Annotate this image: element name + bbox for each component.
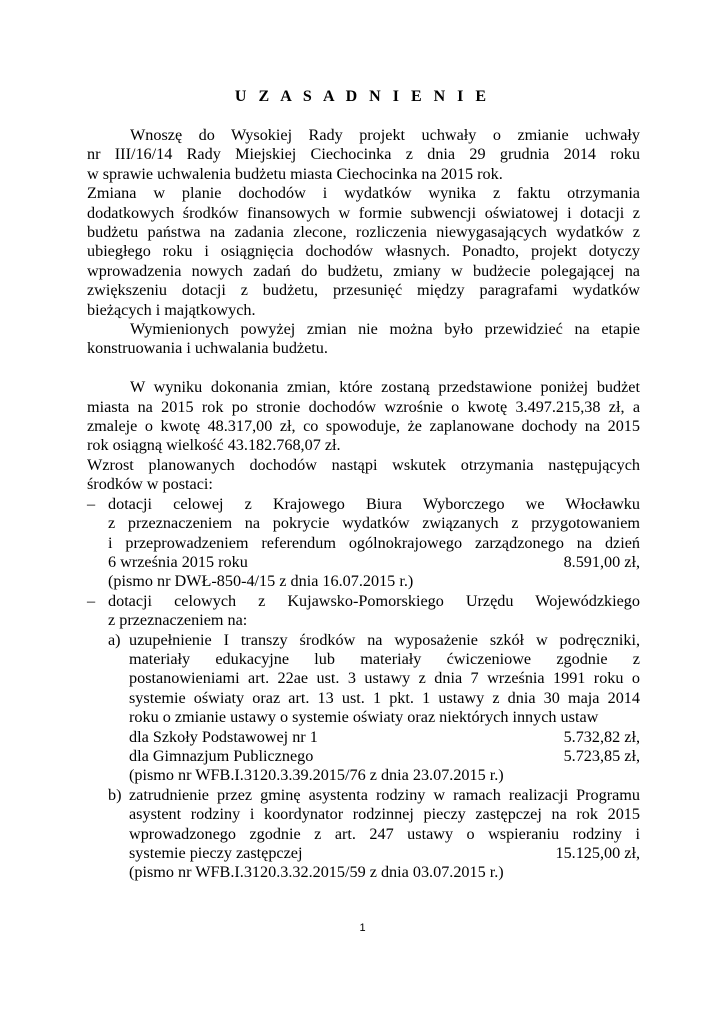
text-line: uzupełnienie I transzy środków na wyposażenie szkół w podręczniki,	[129, 630, 640, 649]
text-line: zmaleje o kwotę 48.317,00 zł, co spowoduje, że zaplanowane dochody na 2015	[87, 417, 640, 436]
amount-value: 8.591,00 zł,	[563, 552, 640, 571]
paragraph-budget-result	[87, 378, 640, 456]
text-line: nr III/16/14 Rady Miejskiej Ciechocinka z dnia 29 grudnia 2014 roku	[87, 145, 640, 164]
text-line: ubiegłego roku i osiągnięcia dochodów własnych. Ponadto, projekt dotyczy	[87, 242, 640, 261]
text-line: bieżących i majątkowych.	[87, 300, 256, 319]
text-line: wprowadzonego zgodnie z art. 247 ustawy o wspieraniu rodziny i	[129, 824, 640, 843]
amount-value: 5.723,85 zł,	[563, 746, 640, 765]
text-line: rok osiągną wielkość 43.182.768,07 zł.	[87, 436, 341, 455]
text-line: dotacji celowych z Kujawsko-Pomorskiego Urzędu Wojewódzkiego	[108, 591, 640, 610]
text-line: z przeznaczeniem na pokrycie wydatków związanych z przygotowaniem	[108, 514, 640, 533]
paragraph-intro	[87, 126, 640, 184]
document-title: U Z A S A D N I E N I E	[234, 88, 491, 105]
text-line: Zmiana w planie dochodów i wydatków wynika z faktu otrzymania	[87, 184, 640, 203]
text-line: zatrudnienie przez gminę asystenta rodziny w ramach realizacji Programu	[129, 785, 640, 804]
text-line: Wnoszę do Wysokiej Rady projekt uchwały o zmianie uchwały	[130, 126, 640, 144]
text-line: i przeprowadzeniem referendum ogólnokrajowego zarządzonego na dzień	[108, 533, 640, 552]
text-line: konstruowania i uchwalania budżetu.	[87, 339, 328, 358]
page-number: 1	[359, 922, 366, 934]
amount-row	[129, 844, 640, 863]
list-dash: –	[87, 494, 96, 513]
amount-value: 15.125,00 zł,	[555, 844, 640, 863]
text-line: W wyniku dokonania zmian, które zostaną przedstawione poniżej budżet	[130, 378, 640, 397]
sub-item-label: a)	[108, 630, 121, 649]
amount-label: systemie pieczy zastępczej	[129, 844, 303, 863]
list-item-voivodeship-grants	[87, 592, 640, 883]
text-line: Wzrost planowanych dochodów nastąpi wskutek otrzymania następujących	[87, 455, 640, 474]
text-line: materiały edukacyjne lub materiały ćwiczeniowe zgodnie z	[129, 649, 640, 668]
text-line: środków w postaci:	[87, 475, 213, 494]
text-line: wprowadzenia nowych zadań do budżetu, zmiany w budżecie polegającej na	[87, 261, 640, 280]
text-line: zwiększeniu dotacji z budżetu, przesunięć między paragrafami wydatków	[87, 281, 640, 300]
text-line: roku o zmianie ustawy o systemie oświaty oraz niektórych innych ustaw	[129, 708, 599, 727]
sub-item-label: b)	[108, 785, 122, 804]
text-line: systemie oświaty oraz art. 13 ust. 1 pkt. 1 ustawy z dnia 30 maja 2014	[129, 688, 640, 707]
text-line: w sprawie uchwalenia budżetu miasta Ciechocinka na 2015 rok.	[87, 164, 503, 183]
text-line: z przeznaczeniem na:	[108, 611, 248, 630]
paragraph-income-growth	[87, 456, 640, 495]
text-line: dotacji celowej z Krajowego Biura Wyborczego we Włocławku	[108, 494, 640, 513]
amount-label: dla Szkoły Podstawowej nr 1	[129, 727, 318, 746]
amount-label: dla Gimnazjum Publicznego	[129, 746, 314, 765]
text-line: Wymienionych powyżej zmian nie można było przewidzieć na etapie	[130, 320, 640, 339]
sub-item-family-assistant	[108, 786, 640, 883]
text-line: asystent rodziny i koordynator rodzinnej pieczy zastępczej na rok 2015	[129, 805, 640, 824]
letter-reference: (pismo nr DWŁ-850-4/15 z dnia 16.07.2015 r.)	[108, 572, 414, 591]
amount-row	[129, 728, 640, 747]
letter-reference: (pismo nr WFB.I.3120.3.32.2015/59 z dnia 03.07.2015 r.)	[129, 863, 504, 882]
letter-reference: (pismo nr WFB.I.3120.3.39.2015/76 z dnia 23.07.2015 r.)	[129, 766, 504, 785]
amount-row	[129, 747, 640, 766]
sub-item-textbooks	[108, 631, 640, 786]
list-item-election-grant	[87, 495, 640, 592]
amount-row	[108, 553, 640, 572]
amount-value: 5.732,82 zł,	[563, 727, 640, 746]
paragraph-unforeseen	[87, 320, 640, 359]
text-line: budżetu państwa na zadania zlecone, rozliczenia niewygasających wydatków z	[87, 223, 640, 242]
paragraph-changes	[87, 184, 640, 320]
list-dash: –	[87, 591, 96, 610]
text-line: miasta na 2015 rok po stronie dochodów wzrośnie o kwotę 3.497.215,38 zł, a	[87, 397, 640, 416]
text-line: dodatkowych środków finansowych w formie subwencji oświatowej i dotacji z	[87, 203, 640, 222]
paragraph-gap	[87, 359, 640, 378]
document-body	[87, 126, 640, 883]
amount-label: 6 września 2015 roku	[108, 552, 248, 571]
text-line: postanowieniami art. 22ae ust. 3 ustawy z dnia 7 września 1991 roku o	[129, 669, 640, 688]
